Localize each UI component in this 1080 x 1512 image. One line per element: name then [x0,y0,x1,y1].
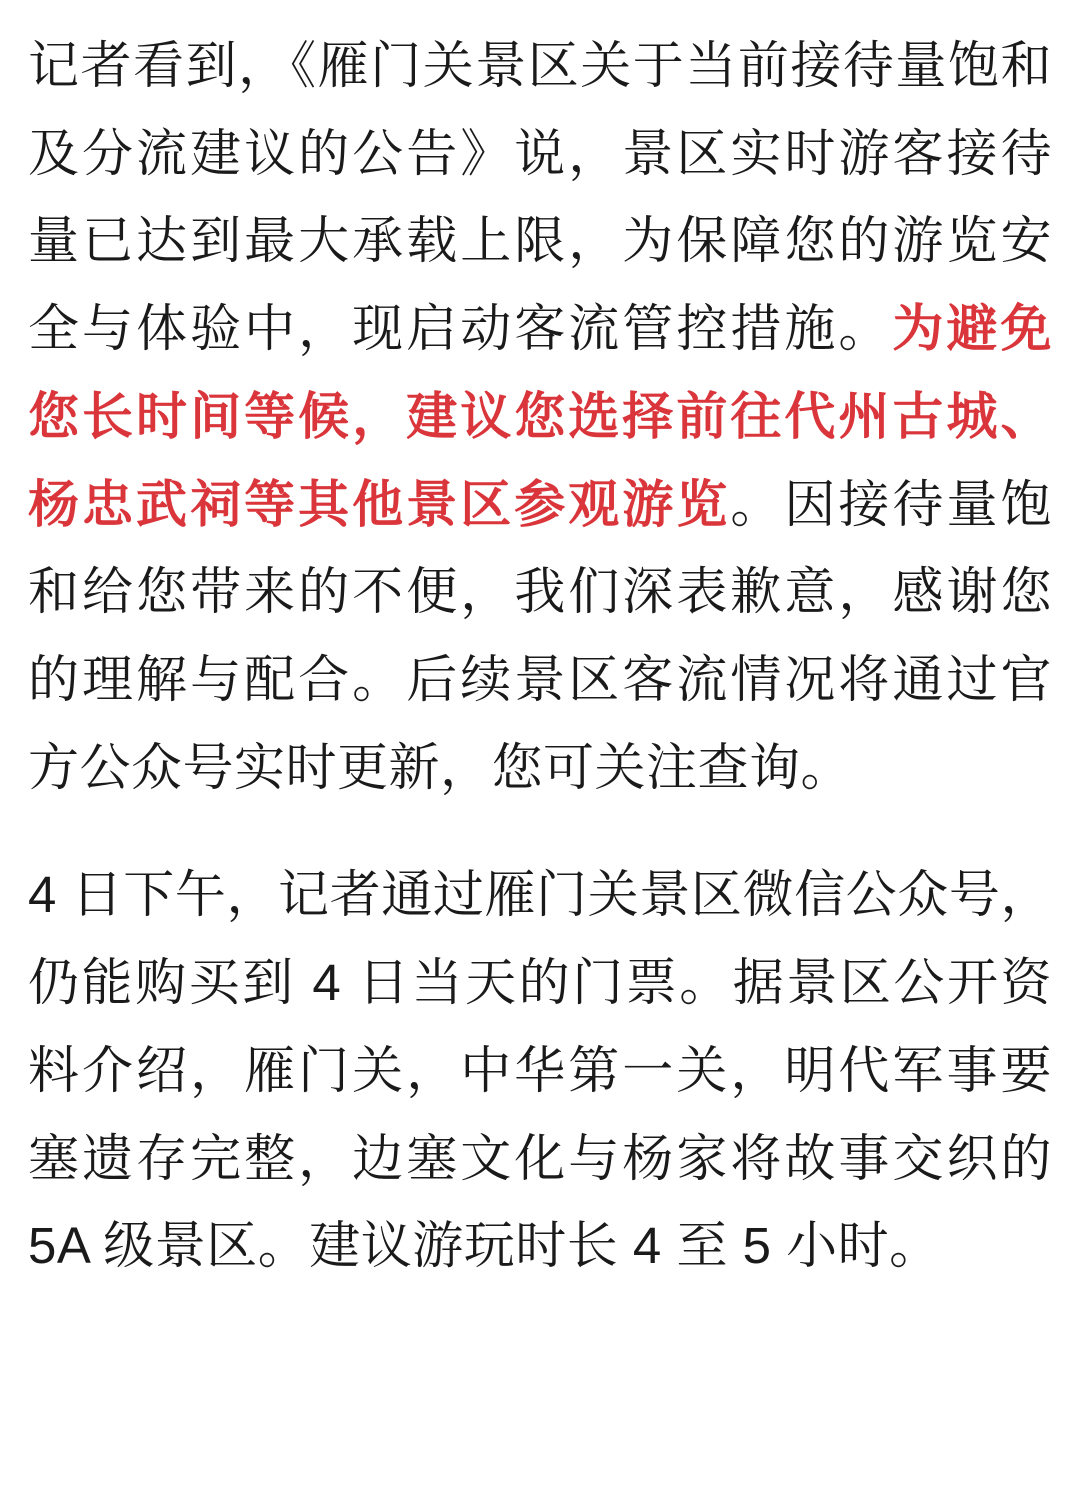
paragraph-1-segment-3: 。因接待量饱和给您带来的不便，我们深表歉意，感谢您的理解与配合。后续景区客流情况将通过官方公众号实时更新，您可关注查询。 [28,475,1052,796]
paragraph-1-segment-1: 记者看到，《雁门关景区关于当前接待量饱和及分流建议的公告》说，景区实时游客接待量已达到最大承载上限，为保障您的游览安全与体验中，现启动客流管控措施。 [28,37,1052,358]
paragraph-ticket-info [28,851,1052,1290]
paragraph-announcement [28,22,1052,811]
paragraph-2-segment-1: 4 日下午，记者通过雁门关景区微信公众号，仍能购买到 4 日当天的门票。据景区公开资料介绍，雁门关，中华第一关，明代军事要塞遗存完整，边塞文化与杨家将故事交织的 5A 级景区。建议游玩时长 4 至 5 小时。 [28,866,1052,1275]
paragraph-1-segment-highlighted: 为避免您长时间等候，建议您选择前往代州古城、杨忠武祠等其他景区参观游览 [28,300,1052,533]
